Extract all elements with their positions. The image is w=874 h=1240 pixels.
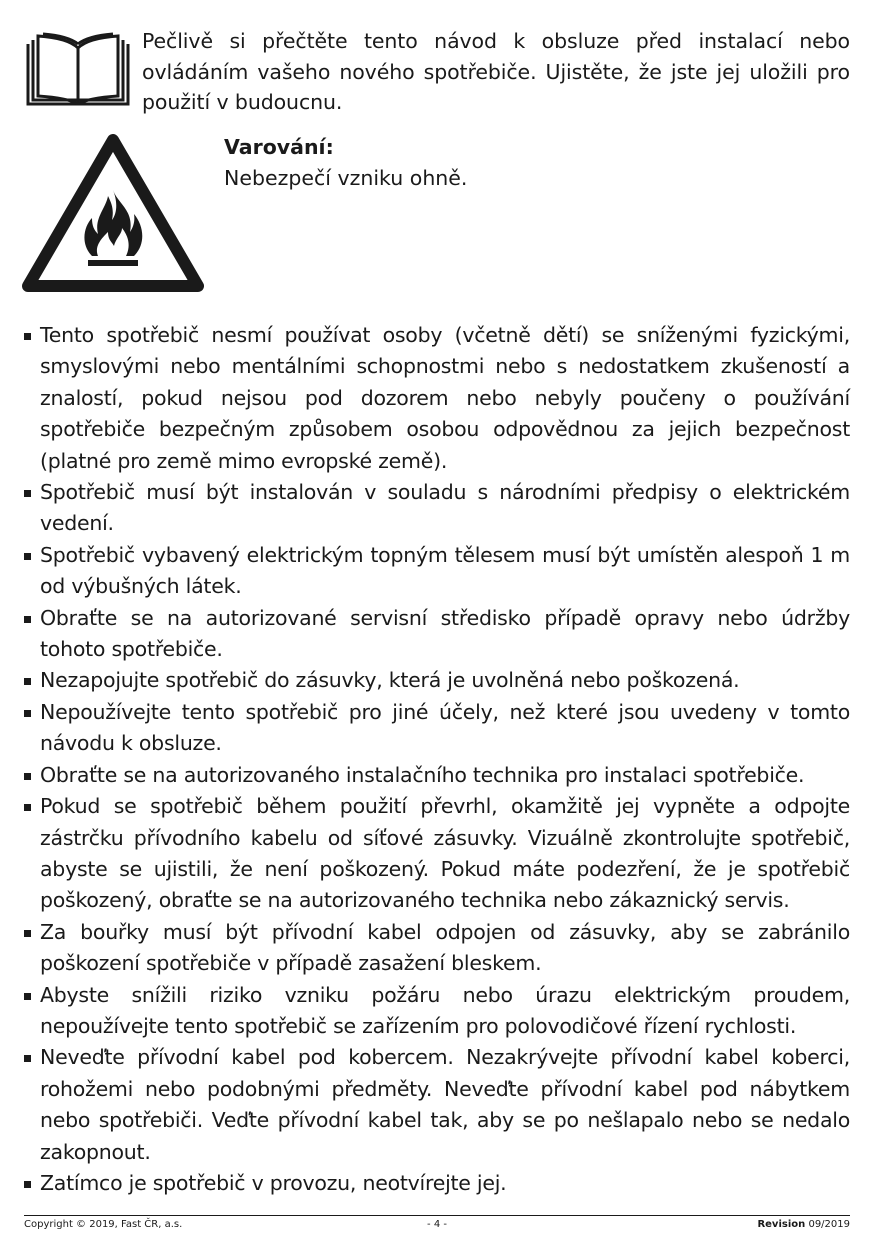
revision-info	[757, 1219, 850, 1230]
list-item: Spotřebič vybavený elektrickým topným tělesem musí být umístěn alespoň 1 m od výbušných látek.	[24, 540, 850, 603]
warning-block	[224, 132, 844, 193]
bullet-square-icon	[24, 678, 31, 685]
bullet-square-icon	[24, 553, 31, 560]
revision-value: 09/2019	[808, 1219, 850, 1230]
list-item: Za bouřky musí být přívodní kabel odpojen od zásuvky, aby se zabránilo poškození spotřebiče v případě zasažení bleskem.	[24, 917, 850, 980]
open-book-icon	[24, 28, 132, 110]
bullet-square-icon	[24, 333, 31, 340]
list-item: Neveďte přívodní kabel pod kobercem. Nezakrývejte přívodní kabel koberci, rohožemi nebo podobnými předměty. Neveďte přívodní kabel pod nábytkem nebo spotřebiči. Veďte přívodní kabel tak, aby se po nešlapalo nebo se nedalo zakopnout.	[24, 1042, 850, 1168]
bullet-square-icon	[24, 616, 31, 623]
list-item: Obraťte se na autorizovaného instalačního technika pro instalaci spotřebiče.	[24, 760, 850, 791]
footer-divider	[24, 1215, 850, 1216]
list-item: Pokud se spotřebič během použití převrhl, okamžitě jej vypněte a odpojte zástrčku přívodního kabelu od síťové zásuvky. Vizuálně zkontrolujte spotřebič, abyste se ujistili, že není poškozený. Pokud máte podezření, že je spotřebič poškozený, obraťte se na autorizovaného technika nebo zákaznický servis.	[24, 791, 850, 917]
revision-label: Revision	[757, 1219, 806, 1230]
bullet-square-icon	[24, 773, 31, 780]
bullet-square-icon	[24, 930, 31, 937]
fire-warning-icon	[22, 134, 204, 294]
list-item: Zatímco je spotřebič v provozu, neotvírejte jej.	[24, 1168, 850, 1199]
list-item: Tento spotřebič nesmí používat osoby (včetně dětí) se sníženými fyzickými, smyslovými nebo mentálními schopnostmi nebo s nedostatkem zkušeností a znalostí, pokud nejsou pod dozorem nebo nebyly poučeny o používání spotřebiče bezpečným způsobem osobou odpovědnou za jejich bezpečnost (platné pro země mimo evropské země).	[24, 320, 850, 477]
list-item: Nepoužívejte tento spotřebič pro jiné účely, než které jsou uvedeny v tomto návodu k obsluze.	[24, 697, 850, 760]
list-item: Obraťte se na autorizované servisní středisko případě opravy nebo údržby tohoto spotřebiče.	[24, 603, 850, 666]
list-item: Abyste snížili riziko vzniku požáru nebo úrazu elektrickým proudem, nepoužívejte tento spotřebič se zařízením pro polovodičové řízení rychlosti.	[24, 980, 850, 1043]
page-footer	[24, 1219, 850, 1235]
warning-title: Varování:	[224, 135, 334, 159]
list-item: Nezapojujte spotřebič do zásuvky, která je uvolněná nebo poškozená.	[24, 665, 850, 696]
page-number: - 4 -	[427, 1219, 447, 1230]
safety-instructions-list	[24, 320, 850, 1199]
list-item: Spotřebič musí být instalován v souladu s národními předpisy o elektrickém vedení.	[24, 477, 850, 540]
bullet-square-icon	[24, 710, 31, 717]
bullet-square-icon	[24, 804, 31, 811]
bullet-square-icon	[24, 490, 31, 497]
intro-text: Pečlivě si přečtěte tento návod k obsluze před instalací nebo ovládáním vašeho nového spotřebiče. Ujistěte, že jste jej uložili pro použití v budoucnu.	[142, 29, 850, 114]
warning-text: Nebezpečí vzniku ohně.	[224, 165, 468, 190]
bullet-square-icon	[24, 993, 31, 1000]
bullet-square-icon	[24, 1055, 31, 1062]
bullet-square-icon	[24, 1181, 31, 1188]
copyright-text: Copyright © 2019, Fast ČR, a.s.	[24, 1219, 183, 1230]
